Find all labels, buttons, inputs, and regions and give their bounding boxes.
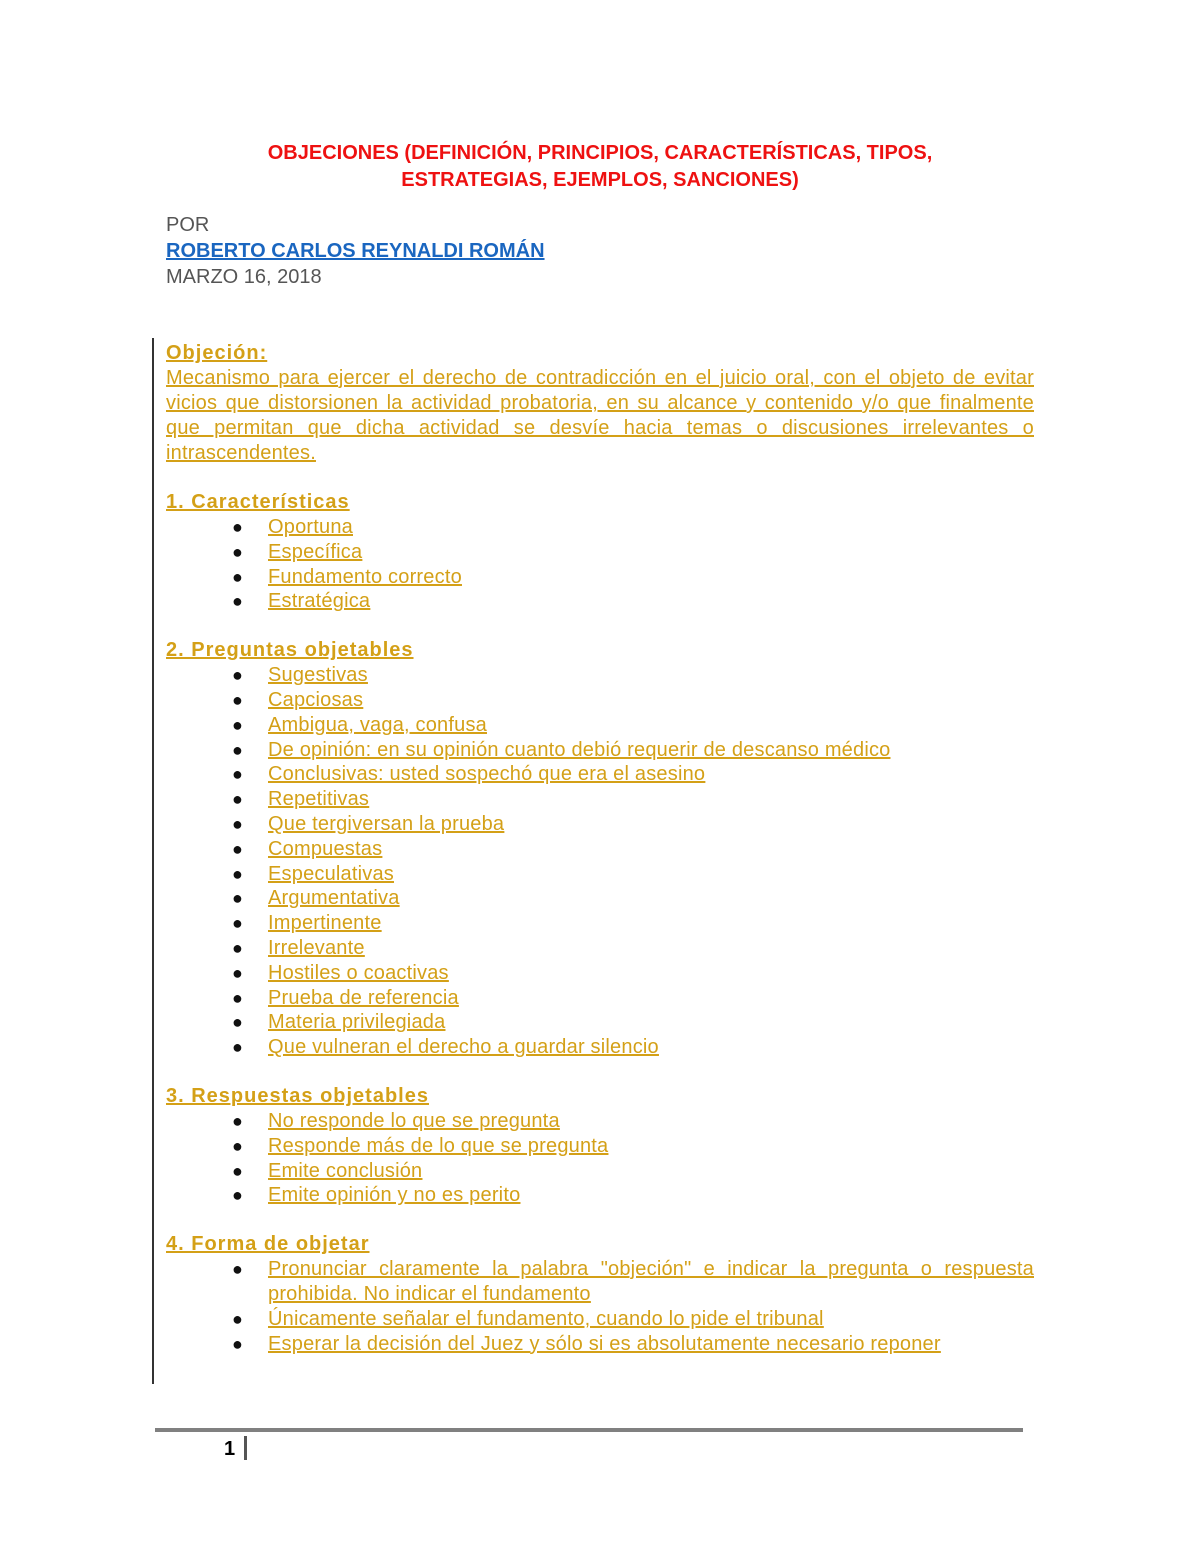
list-item[interactable]: ● Capciosas (232, 688, 364, 711)
bullet-icon: ● (232, 913, 244, 934)
bullet-icon: ● (232, 838, 244, 859)
list-item[interactable]: ● Fundamento correcto (232, 565, 462, 588)
list-item[interactable]: ● Hostiles o coactivas (232, 961, 449, 984)
bullet-icon: ● (232, 541, 244, 562)
bullet-icon: ● (232, 1308, 244, 1329)
bullet-icon: ● (232, 888, 244, 909)
definition-text[interactable]: Mecanismo para ejercer el derecho de contradicción en el juicio oral, con el objeto de evitar vicios que distorsionen la actividad probatoria, en su alcance y contenido y/o que finalmente que permitan que dicha actividad se desvíe hacia temas o discusiones irrelevantes o intrascendentes. (166, 367, 1034, 464)
bullet-icon: ● (232, 1160, 244, 1181)
left-margin-rule (152, 338, 154, 1384)
bullet-icon: ● (232, 764, 244, 785)
definition-heading[interactable]: Objeción: (166, 342, 268, 364)
list-item[interactable]: ● Sugestivas (232, 664, 368, 687)
page-number: 1 (224, 1438, 236, 1460)
bullet-icon: ● (232, 1333, 244, 1354)
byline-por: POR (166, 214, 210, 236)
section-respuestas-objetables (166, 1084, 1034, 1208)
section-heading[interactable]: 4. Forma de objetar (166, 1233, 370, 1256)
bullet-icon: ● (232, 739, 244, 760)
list-item[interactable]: ● Emite conclusión (232, 1159, 423, 1182)
title-line-1: OBJECIONES (DEFINICIÓN, PRINCIPIOS, CARACTERÍSTICAS, TIPOS, (267, 142, 933, 164)
list-item[interactable]: ● Irrelevante (232, 936, 365, 959)
list-item[interactable]: ● Estratégica (232, 590, 371, 613)
section-heading[interactable]: 3. Respuestas objetables (166, 1084, 429, 1107)
list-item[interactable]: ● Responde más de lo que se pregunta (232, 1134, 609, 1157)
footer-rule (155, 1428, 1023, 1432)
list-item[interactable]: ● No responde lo que se pregunta (232, 1109, 560, 1132)
section-list (166, 663, 1034, 1060)
bullet-icon: ● (232, 689, 244, 710)
list-item[interactable]: ● Prueba de referencia (232, 986, 459, 1009)
bullet-icon: ● (232, 1135, 244, 1156)
section-caracteristicas (166, 490, 1034, 614)
list-item[interactable]: ● Argumentativa (232, 887, 400, 910)
list-item[interactable]: ● Emite opinión y no es perito (232, 1184, 521, 1207)
list-item[interactable]: ● De opinión: en su opinión cuanto debió requerir de descanso médico (232, 738, 891, 761)
list-item[interactable]: ● Impertinente (232, 912, 382, 935)
list-item[interactable]: ● Esperar la decisión del Juez y sólo si es absolutamente necesario reponer (232, 1332, 941, 1355)
bullet-icon: ● (232, 1259, 244, 1280)
bullet-icon: ● (232, 789, 244, 810)
list-item[interactable]: ● Ambigua, vaga, confusa (232, 713, 487, 736)
list-item[interactable]: ● Materia privilegiada (232, 1011, 446, 1034)
author-link[interactable]: ROBERTO CARLOS REYNALDI ROMÁN (166, 240, 545, 262)
section-heading[interactable]: 2. Preguntas objetables (166, 639, 414, 662)
list-item[interactable]: ● Que vulneran el derecho a guardar silencio (232, 1036, 659, 1059)
byline-date: MARZO 16, 2018 (166, 266, 322, 288)
bullet-icon: ● (232, 517, 244, 537)
section-list (166, 1257, 1034, 1356)
bullet-icon: ● (232, 714, 244, 735)
main-content (166, 341, 1034, 1356)
bullet-icon: ● (232, 591, 244, 612)
bullet-icon: ● (232, 987, 244, 1008)
bullet-icon: ● (232, 1037, 244, 1058)
list-item[interactable]: ● Repetitivas (232, 788, 370, 811)
list-item[interactable]: ● Compuestas (232, 837, 383, 860)
bullet-icon: ● (232, 665, 244, 686)
bullet-icon: ● (232, 1185, 244, 1206)
page-number-divider (244, 1436, 247, 1460)
section-list (166, 515, 1034, 614)
byline (166, 212, 545, 290)
list-item[interactable]: ● Únicamente señalar el fundamento, cuando lo pide el tribunal (232, 1307, 824, 1330)
list-item[interactable]: ● Especulativas (232, 862, 394, 885)
list-item[interactable]: ● Conclusivas: usted sospechó que era el asesino (232, 763, 706, 786)
list-item[interactable]: ● Oportuna (232, 516, 353, 538)
title-line-2: ESTRATEGIAS, EJEMPLOS, SANCIONES) (401, 169, 799, 191)
bullet-icon: ● (232, 813, 244, 834)
bullet-icon: ● (232, 1110, 244, 1131)
list-item[interactable]: ● Pronunciar claramente la palabra "objeción" e indicar la pregunta o respuesta prohibida. No indicar el fundamento (232, 1258, 1034, 1305)
bullet-icon: ● (232, 863, 244, 884)
list-item[interactable]: ● Específica (232, 540, 363, 563)
document-title (150, 140, 1050, 194)
bullet-icon: ● (232, 962, 244, 983)
section-preguntas-objetables (166, 638, 1034, 1060)
section-forma-de-objetar (166, 1232, 1034, 1356)
section-list (166, 1109, 1034, 1208)
bullet-icon: ● (232, 1012, 244, 1033)
list-item[interactable]: ● Que tergiversan la prueba (232, 812, 505, 835)
bullet-icon: ● (232, 937, 244, 958)
bullet-icon: ● (232, 566, 244, 587)
section-heading[interactable]: 1. Características (166, 491, 350, 513)
